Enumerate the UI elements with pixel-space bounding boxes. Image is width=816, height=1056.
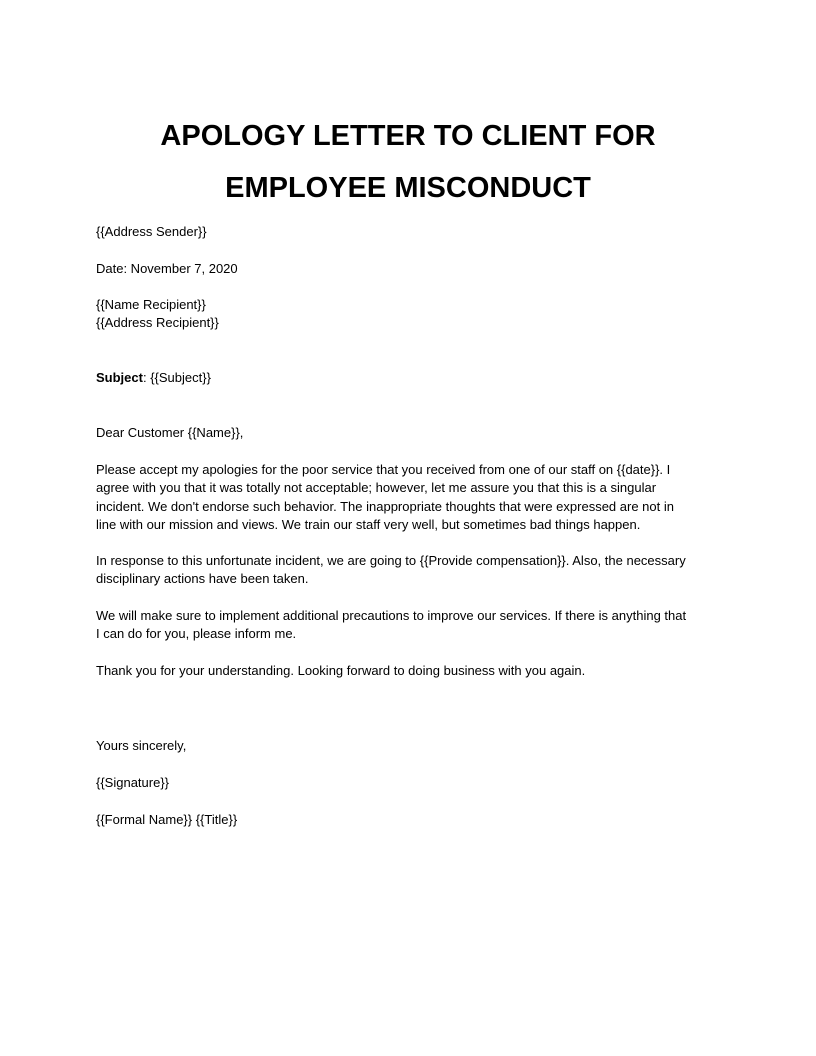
recipient-address-line: {{Address Recipient}}: [96, 315, 219, 331]
paragraph-precautions: [96, 607, 724, 644]
paragraph-line: incident. We don't endorse such behavior. The inappropriate thoughts that were expressed are not in: [96, 498, 674, 514]
signature: [96, 774, 724, 792]
title-line-1: APOLOGY LETTER TO CLIENT FOR: [160, 120, 656, 152]
address-sender-line: {{Address Sender}}: [96, 224, 207, 239]
sender-address: [96, 223, 724, 241]
signature-line: {{Signature}}: [96, 775, 170, 790]
title-line-2: EMPLOYEE MISCONDUCT: [225, 172, 591, 204]
formal-name-title: [96, 811, 724, 829]
letter-date: [96, 260, 724, 278]
salutation: [96, 424, 724, 442]
subject-label: Subject: [96, 370, 143, 385]
subject-line: [96, 369, 724, 387]
paragraph-line: In response to this unfortunate incident, we are going to {{Provide compensation}}. Also, the necessary: [96, 553, 686, 568]
paragraph-line: line with our mission and views. We train our staff very well, but sometimes bad things happen.: [96, 517, 641, 533]
closing: [96, 737, 724, 755]
subject-value: : {{Subject}}: [142, 370, 211, 385]
paragraph-apology: [96, 461, 724, 535]
recipient-block: [96, 296, 724, 333]
paragraph-line: Please accept my apologies for the poor service that you received from one of our staff on {{date}}. I: [96, 462, 671, 477]
recipient-name-line: {{Name Recipient}}: [96, 297, 206, 312]
paragraph-line: We will make sure to implement additional precautions to improve our services. If there is anything that: [96, 608, 687, 623]
paragraph-compensation: [96, 552, 724, 589]
paragraph-line: disciplinary actions have been taken.: [96, 571, 309, 587]
paragraph-line: I can do for you, please inform me.: [96, 626, 297, 642]
date-line: Date: November 7, 2020: [96, 261, 238, 276]
salutation-line: Dear Customer {{Name}},: [96, 425, 244, 440]
closing-line: Yours sincerely,: [96, 738, 187, 753]
paragraph-line: agree with you that it was totally not acceptable; however, let me assure you that this is a singular: [96, 480, 657, 496]
formal-name-line: {{Formal Name}} {{Title}}: [96, 812, 238, 827]
page-title: [96, 110, 720, 214]
paragraph-line: Thank you for your understanding. Looking forward to doing business with you again.: [96, 663, 586, 678]
paragraph-thanks: [96, 662, 724, 680]
subject-line-text: [96, 369, 724, 387]
